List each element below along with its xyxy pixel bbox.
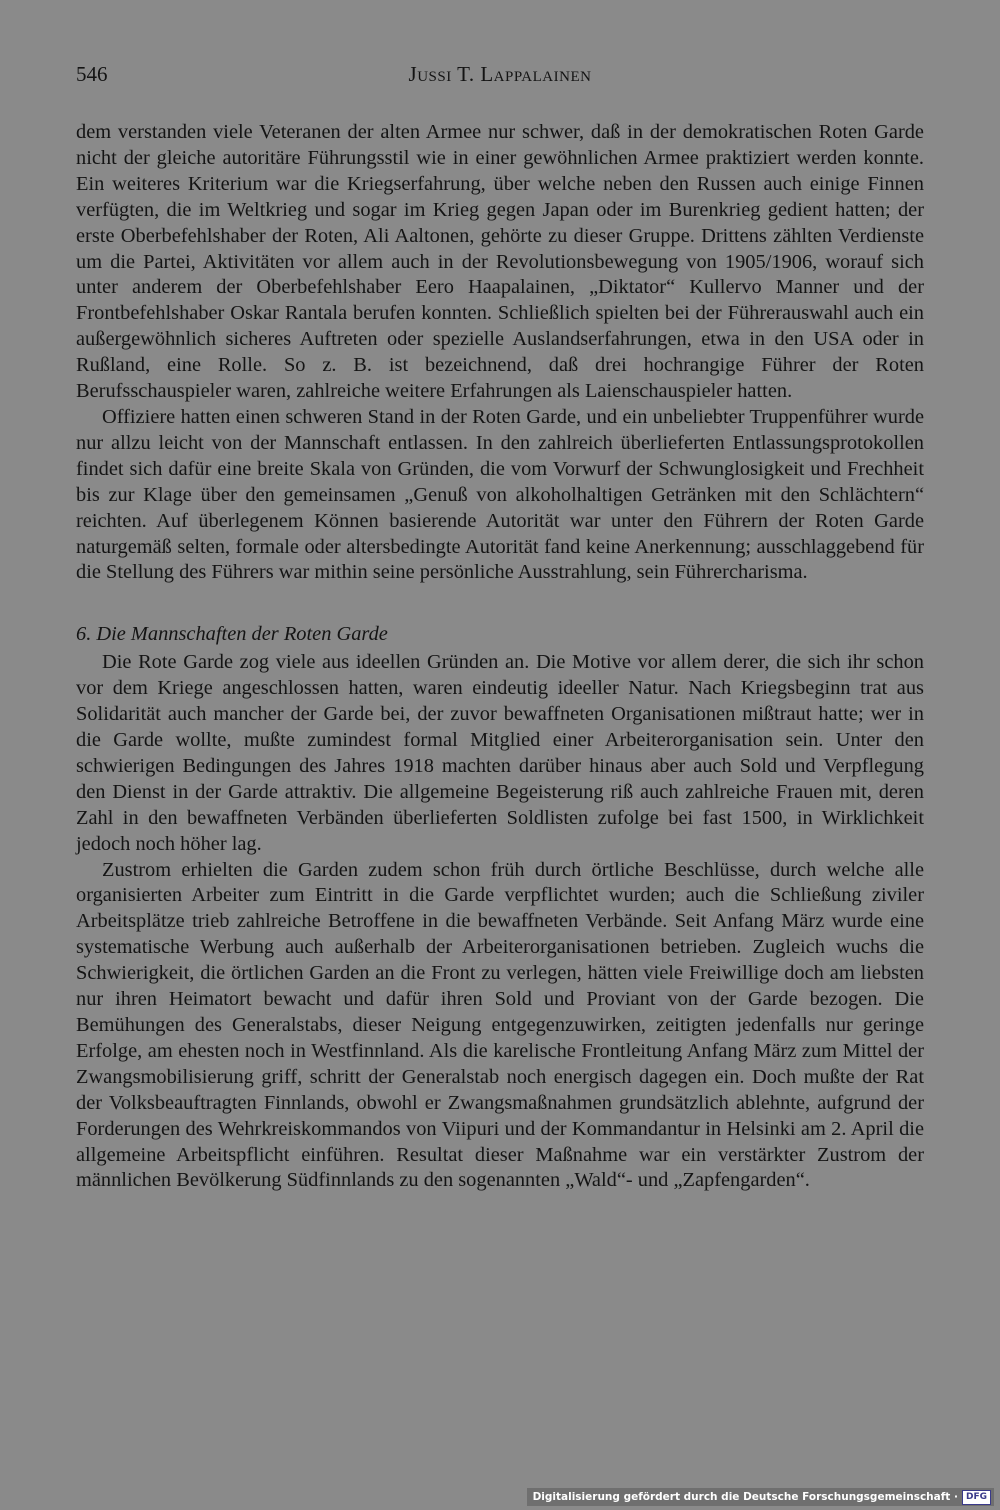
footer-text: Digitalisierung gefördert durch die Deutsche Forschungsgemeinschaft · xyxy=(532,1491,958,1503)
digitization-footer xyxy=(527,1488,994,1506)
section-heading: 6. Die Mannschaften der Roten Garde xyxy=(76,623,388,646)
paragraph: Die Rote Garde zog viele aus ideellen Gründen an. Die Motive vor allem derer, die sich ihr schon vor dem Kriege angeschlossen hatten, waren eindeutig ideeller Natur. Nach Kriegsbeginn trat aus Solidarität auch mancher der Garde bei, der zuvor bewaffneten Organisationen mißtraut hatte; wer in die Garde wollte, mußte zumindest formal Mitglied einer Arbeiterorganisation sein. Unter den schwierigen Bedingungen des Jahres 1918 machten darüber hinaus aber auch Sold und Verpflegung den Dienst in der Garde attraktiv. Die allgemeine Begeisterung riß auch zahlreiche Frauen mit, deren Zahl in den bewaffneten Verbänden überlieferten Soldlisten zufolge bei fast 1500, in Wirklichkeit jedoch noch höher lag. xyxy=(76,651,924,855)
page-number: 546 xyxy=(76,62,108,86)
running-title: Jussi T. Lappalainen xyxy=(408,62,592,86)
running-head xyxy=(76,62,924,92)
dfg-logo: DFG xyxy=(962,1490,991,1505)
body-text xyxy=(76,120,924,1194)
paragraph: Zustrom erhielten die Garden zudem schon früh durch örtliche Beschlüsse, durch welche alle organisierten Arbeiter zum Eintritt in die Garde verpflichtet wurden; auch die Schließung ziviler Arbeitsplätze trieb zahlreiche Betroffene in die bewaffneten Verbände. Seit Anfang März wurde eine systematische Werbung auch außerhalb der Arbeiterorganisationen betrieben. Zugleich wuchs die Schwierigkeit, die örtlichen Garden an die Front zu verlegen, hätten viele Freiwillige doch am liebsten nur ihren Heimatort bewacht und dafür ihren Sold und Proviant von der Garde bezogen. Die Bemühungen des Generalstabs, dieser Neigung entgegenzuwirken, zeitigten jedenfalls nur geringe Erfolge, am ehesten noch in Westfinnland. Als die karelische Frontleitung Anfang März zum Mittel der Zwangsmobilisierung griff, schritt der Generalstab noch energisch dagegen ein. Doch mußte der Rat der Volksbeauftragten Finnlands, obwohl er Zwangsmaßnahmen grundsätzlich ablehnte, aufgrund der Forderungen des Wehrkreiskommandos von Viipuri und der Kommandantur in Helsinki am 2. April die allgemeine Arbeitspflicht einführen. Resultat dieser Maßnahme war ein verstärkter Zustrom der männlichen Bevölkerung Südfinnlands zu den sogenannten „Wald“- und „Zapfengarden“. xyxy=(76,858,924,1192)
paragraph-continued: dem verstanden viele Veteranen der alten Armee nur schwer, daß in der demokratischen Roten Garde nicht der gleiche autoritäre Führungsstil wie in einer gewöhnlichen Armee praktiziert werden konnte. Ein weiteres Kriterium war die Kriegserfahrung, über welche neben den Russen auch einige Finnen verfügten, die im Weltkrieg und sogar im Krieg gegen Japan oder im Burenkrieg gedient hatten; der erste Oberbefehlshaber der Roten, Ali Aaltonen, gehörte zu dieser Gruppe. Drittens zählten Verdienste um die Partei, Aktivitäten vor allem auch in der Revolutionsbewegung von 1905/1906, worauf sich unter anderem der Oberbefehlshaber Eero Haapalainen, „Diktator“ Kullervo Manner und der Frontbefehlshaber Oskar Rantala berufen konnten. Schließlich spielten bei der Führerauswahl auch ein außergewöhnlich sicheres Auftreten oder spezielle Auslandserfahrungen, etwa in den USA oder in Rußland, eine Rolle. So z. B. ist bezeichnend, daß drei hochrangige Führer der Roten Berufsschauspieler waren, zahlreiche weitere Erfahrungen als Laienschauspieler hatten. xyxy=(76,121,924,403)
paragraph: Offiziere hatten einen schweren Stand in der Roten Garde, und ein unbeliebter Truppenführer wurde nur allzu leicht von der Mannschaft entlassen. In den zahlreich überlieferten Entlassungsprotokollen findet sich dafür eine breite Skala von Gründen, die vom Vorwurf der Schwunglosigkeit und Frechheit bis zur Klage über den gemeinsamen „Genuß von alkoholhaltigen Getränken mit den Schlächtern“ reichten. Auf überlegenem Können basierende Autorität war unter den Führern der Roten Garde naturgemäß selten, formale oder altersbedingte Autorität fand keine Anerkennung; ausschlaggebend für die Stellung des Führers war mithin seine persönliche Ausstrahlung, sein Führercharisma. xyxy=(76,405,924,584)
